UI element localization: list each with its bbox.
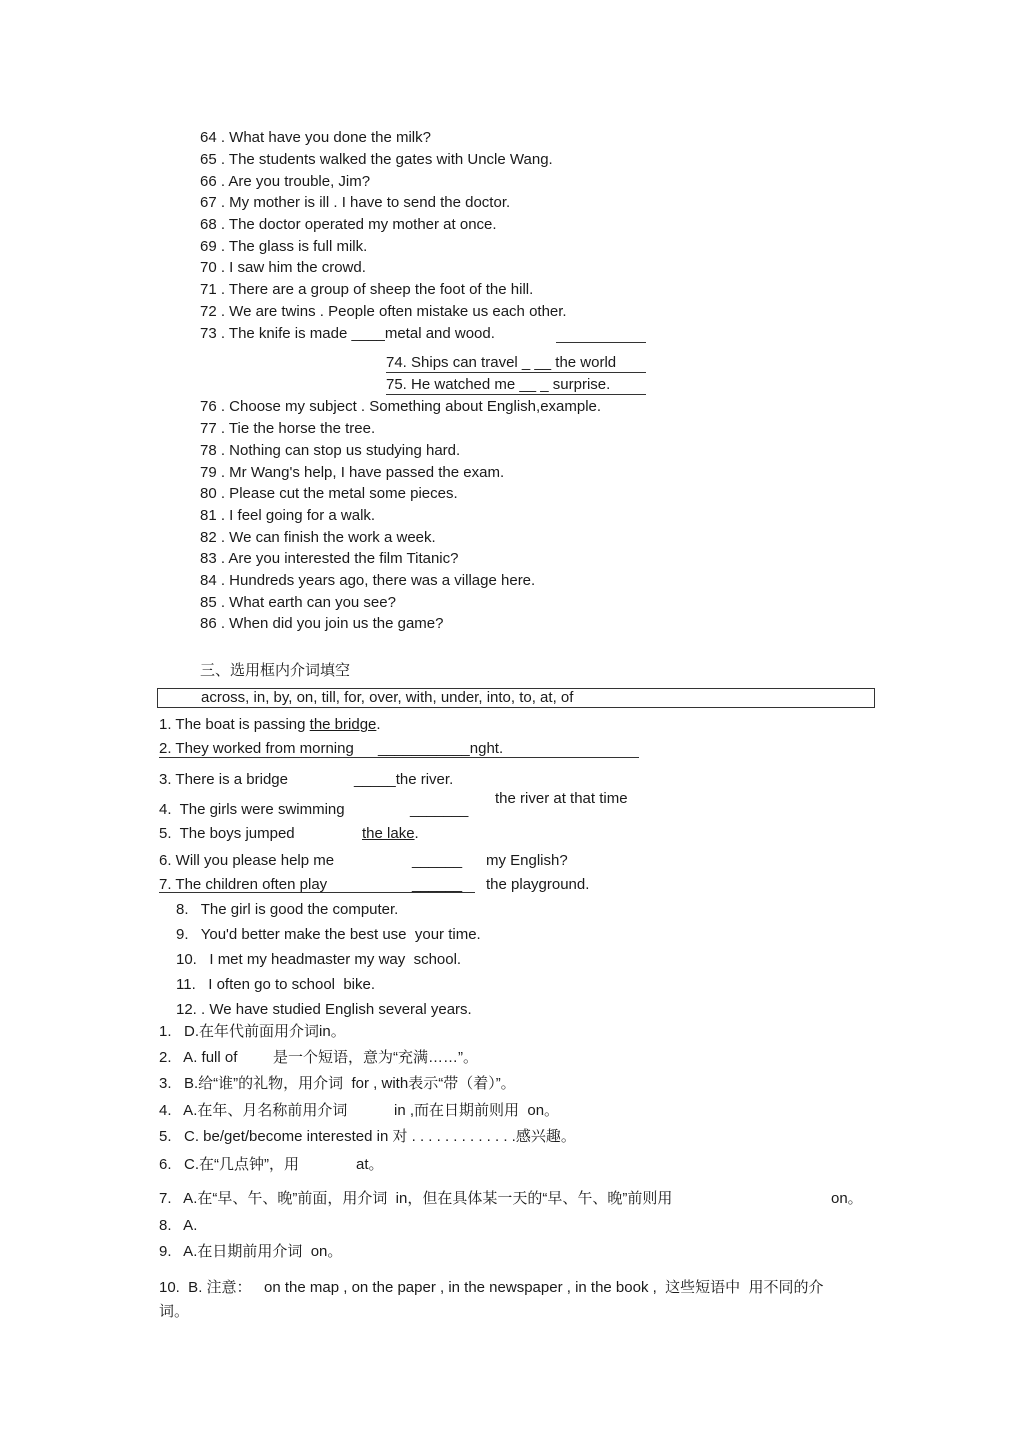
question-76: 76 . Choose my subject . Something about English,example. [200, 398, 602, 415]
question-65: 65 . The students walked the gates with Uncle Wang. [200, 151, 553, 168]
item-6-text: 6. Will you please help me [159, 852, 335, 869]
item-1 [159, 716, 381, 734]
item-5-object [362, 825, 419, 843]
question-70: 70 . I saw him the crowd. [200, 259, 366, 276]
item-5-text: 5. The boys jumped [159, 825, 295, 842]
question-82: 82 . We can finish the work a week. [200, 529, 436, 546]
question-84: 84 . Hundreds years ago, there was a village here. [200, 572, 536, 589]
question-85: 85 . What earth can you see? [200, 594, 396, 611]
answer-7-text: 7. A.在“早、午、晚”前面，用介词 in，但在具体某一天的“早、午、晚”前则用 [159, 1190, 673, 1207]
answer-8: 8. A. [159, 1217, 198, 1234]
item-2-text: 2. They worked from morning [159, 740, 354, 757]
question-73: 73 . The knife is made ____metal and wood. [200, 325, 495, 342]
question-81: 81 . I feel going for a walk. [200, 507, 376, 524]
question-80: 80 . Please cut the metal some pieces. [200, 485, 458, 502]
item-1-underlined: the bridge [309, 716, 377, 733]
underline-74 [386, 372, 646, 373]
item-7-underline [159, 892, 475, 893]
answer-9: 9. A.在日期前用介词 on。 [159, 1243, 343, 1260]
word-box-text: across, in, by, on, till, for, over, with, under, into, to, at, of [201, 689, 574, 706]
item-7-end: the playground. [486, 876, 590, 893]
item-12: 12. . We have studied English several years. [176, 1001, 472, 1018]
question-79: 79 . Mr Wang's help, I have passed the exam. [200, 464, 505, 481]
underline-75 [386, 394, 646, 395]
question-66: 66 . Are you trouble, Jim? [200, 173, 371, 190]
item-8: 8. The girl is good the computer. [176, 901, 399, 918]
question-72: 72 . We are twins . People often mistake us each other. [200, 303, 567, 320]
question-77: 77 . Tie the horse the tree. [200, 420, 376, 437]
answer-6-note: at。 [356, 1156, 384, 1173]
answer-5: 5. C. be/get/become interested in 对 . . . . . . . . . . . . .感兴趣。 [159, 1128, 576, 1145]
item-4-text: 4. The girls were swimming [159, 801, 345, 818]
answer-6-text: 6. C.在“几点钟”，用 [159, 1156, 300, 1173]
item-6-blank: ______ [412, 852, 463, 869]
answer-2-text: 2. A. full of [159, 1049, 238, 1066]
question-83: 83 . Are you interested the film Titanic? [200, 550, 459, 567]
question-71: 71 . There are a group of sheep the foot of the hill. [200, 281, 534, 298]
question-68: 68 . The doctor operated my mother at once. [200, 216, 497, 233]
preposition-word-box [157, 688, 875, 708]
section-heading: 三、选用框内介词填空 [200, 662, 351, 679]
item-4-end: the river at that time [495, 790, 628, 807]
answer-4-note: in ,而在日期前则用 on。 [394, 1102, 560, 1119]
question-67: 67 . My mother is ill . I have to send the doctor. [200, 194, 511, 211]
item-2-underline [159, 757, 639, 758]
item-3-blank: _____the river. [354, 771, 454, 788]
item-9: 9. You'd better make the best use your time. [176, 926, 481, 943]
item-5-end: . [414, 825, 419, 842]
answer-3: 3. B.给“谁”的礼物，用介词 for , with表示“带（着）”。 [159, 1075, 516, 1092]
item-7-text: 7. The children often play [159, 876, 328, 893]
question-74: 74. Ships can travel _ __ the world [386, 354, 617, 371]
answer-2-note: 是一个短语，意为“充满……”。 [273, 1049, 478, 1066]
item-10: 10. I met my headmaster my way school. [176, 951, 462, 968]
answer-1: 1. D.在年代前面用介词in。 [159, 1023, 346, 1040]
item-3-text: 3. There is a bridge [159, 771, 288, 788]
question-75: 75. He watched me __ _ surprise. [386, 376, 611, 393]
answer-10: 10. B. 注意： on the map , on the paper , in the newspaper , in the book , 这些短语中 用不同的介 [159, 1279, 824, 1296]
item-7-blank: ______ [412, 876, 463, 893]
question-78: 78 . Nothing can stop us studying hard. [200, 442, 461, 459]
item-1-end: . [376, 716, 381, 733]
question-69: 69 . The glass is full milk. [200, 238, 368, 255]
answer-7-note: on。 [831, 1190, 863, 1207]
item-1-text: 1. The boat is passing [159, 716, 310, 733]
question-64: 64 . What have you done the milk? [200, 129, 431, 146]
question-86: 86 . When did you join us the game? [200, 615, 444, 632]
answer-10-cont: 词。 [159, 1303, 190, 1320]
item-2-blank: ___________nght. [378, 740, 504, 757]
item-4-blank: _______ [410, 801, 469, 818]
item-11: 11. I often go to school bike. [176, 976, 376, 993]
item-5-underlined: the lake [362, 825, 415, 842]
item-6-end: my English? [486, 852, 568, 869]
blank-line [556, 342, 646, 343]
answer-4-text: 4. A.在年、月名称前用介词 [159, 1102, 348, 1119]
